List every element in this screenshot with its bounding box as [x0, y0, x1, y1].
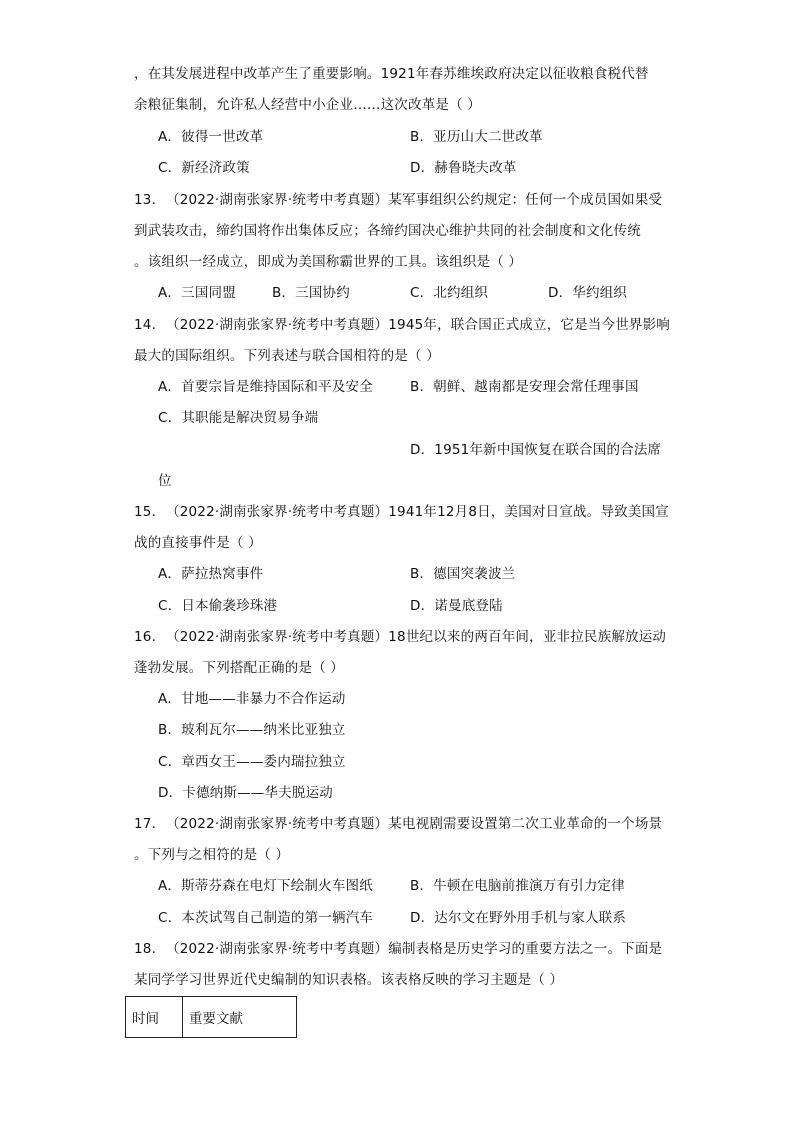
q13-option-d[interactable]: D．华约组织	[548, 285, 628, 301]
q13-line-2: 到武装攻击，缔约国将作出集体反应；各缔约国决心维护共同的社会制度和文化传统	[134, 223, 641, 239]
q16-line-1: （2022·湖南张家界·统考中考真题）18世纪以来的两百年间，亚非拉民族解放运动	[166, 629, 667, 645]
q15-line-2: 战的直接事件是（ ）	[134, 535, 262, 551]
intro-line-1: ，在其发展进程中改革产生了重要影响。1921年春苏维埃政府决定以征收粮食税代替	[134, 66, 649, 82]
q15-option-c[interactable]: C．日本偷袭珍珠港	[158, 598, 278, 614]
intro-option-d[interactable]: D．赫鲁晓夫改革	[410, 160, 517, 176]
q16-option-d[interactable]: D．卡德纳斯——华夫脱运动	[158, 785, 333, 801]
q14-option-d-wrap: 位	[158, 473, 172, 489]
q14-option-c[interactable]: C．其职能是解决贸易争端	[158, 410, 319, 426]
table-header-time: 时间	[126, 997, 183, 1038]
q14-line-1: （2022·湖南张家界·统考中考真题）1945年，联合国正式成立，它是当今世界影响	[166, 317, 670, 333]
intro-option-b[interactable]: B．亚历山大二世改革	[410, 129, 543, 145]
intro-option-a[interactable]: A．彼得一世改革	[158, 129, 264, 145]
q18-number: 18．	[134, 941, 166, 957]
q16-number: 16．	[134, 629, 166, 645]
q15-option-d[interactable]: D．诺曼底登陆	[410, 598, 503, 614]
q17-line-1: （2022·湖南张家界·统考中考真题）某电视剧需要设置第二次工业革命的一个场景	[166, 816, 663, 832]
q14-option-b[interactable]: B．朝鲜、越南都是安理会常任理事国	[410, 379, 639, 395]
q17-option-b[interactable]: B．牛顿在电脑前推演万有引力定律	[410, 878, 625, 894]
q13-line-3: 。该组织一经成立，即成为美国称霸世界的工具。该组织是（ ）	[134, 254, 523, 270]
q17-line-2: 。下列与之相符的是（ ）	[134, 847, 290, 863]
q17-option-c[interactable]: C．本茨试驾自己制造的第一辆汽车	[158, 910, 374, 926]
q17-option-d[interactable]: D．达尔文在野外用手机与家人联系	[410, 910, 627, 926]
q18-line-2: 某同学学习世界近代史编制的知识表格。该表格反映的学习主题是（ ）	[134, 972, 564, 988]
q15-option-b[interactable]: B．德国突袭波兰	[410, 566, 516, 582]
q14-option-d[interactable]: D．1951年新中国恢复在联合国的合法席	[410, 442, 662, 458]
q13-option-b[interactable]: B．三国协约	[272, 285, 350, 301]
q14-line-2: 最大的国际组织。下列表述与联合国相符的是（ ）	[134, 348, 440, 364]
q16-option-b[interactable]: B．玻利瓦尔——纳米比亚独立	[158, 722, 346, 738]
q13-line-1: （2022·湖南张家界·统考中考真题）某军事组织公约规定：任何一个成员国如果受	[166, 192, 663, 208]
q16-option-c[interactable]: C．章西女王——委内瑞拉独立	[158, 754, 346, 770]
q15-line-1: （2022·湖南张家界·统考中考真题）1941年12月8日，美国对日宣战。导致美国宣	[166, 504, 669, 520]
q16-option-a[interactable]: A．甘地——非暴力不合作运动	[158, 691, 346, 707]
q17-number: 17．	[134, 816, 166, 832]
intro-option-c[interactable]: C．新经济政策	[158, 160, 250, 176]
q14-option-a[interactable]: A．首要宗旨是维持国际和平及安全	[158, 379, 373, 395]
q13-option-a[interactable]: A．三国同盟	[158, 285, 236, 301]
q18-line-1: （2022·湖南张家界·统考中考真题）编制表格是历史学习的重要方法之一。下面是	[166, 941, 663, 957]
q13-option-c[interactable]: C．北约组织	[410, 285, 489, 301]
table-row	[126, 997, 297, 1038]
q15-number: 15．	[134, 504, 166, 520]
intro-line-2: 余粮征集制，允许私人经营中小企业……这次改革是（ ）	[134, 97, 481, 113]
q17-option-a[interactable]: A．斯蒂芬森在电灯下绘制火车图纸	[158, 878, 373, 894]
table-header-document: 重要文献	[183, 997, 297, 1038]
q15-option-a[interactable]: A．萨拉热窝事件	[158, 566, 264, 582]
q13-number: 13．	[134, 192, 166, 208]
q14-number: 14．	[134, 317, 166, 333]
q16-line-2: 蓬勃发展。下列搭配正确的是（ ）	[134, 660, 344, 676]
q18-knowledge-table	[125, 996, 297, 1038]
